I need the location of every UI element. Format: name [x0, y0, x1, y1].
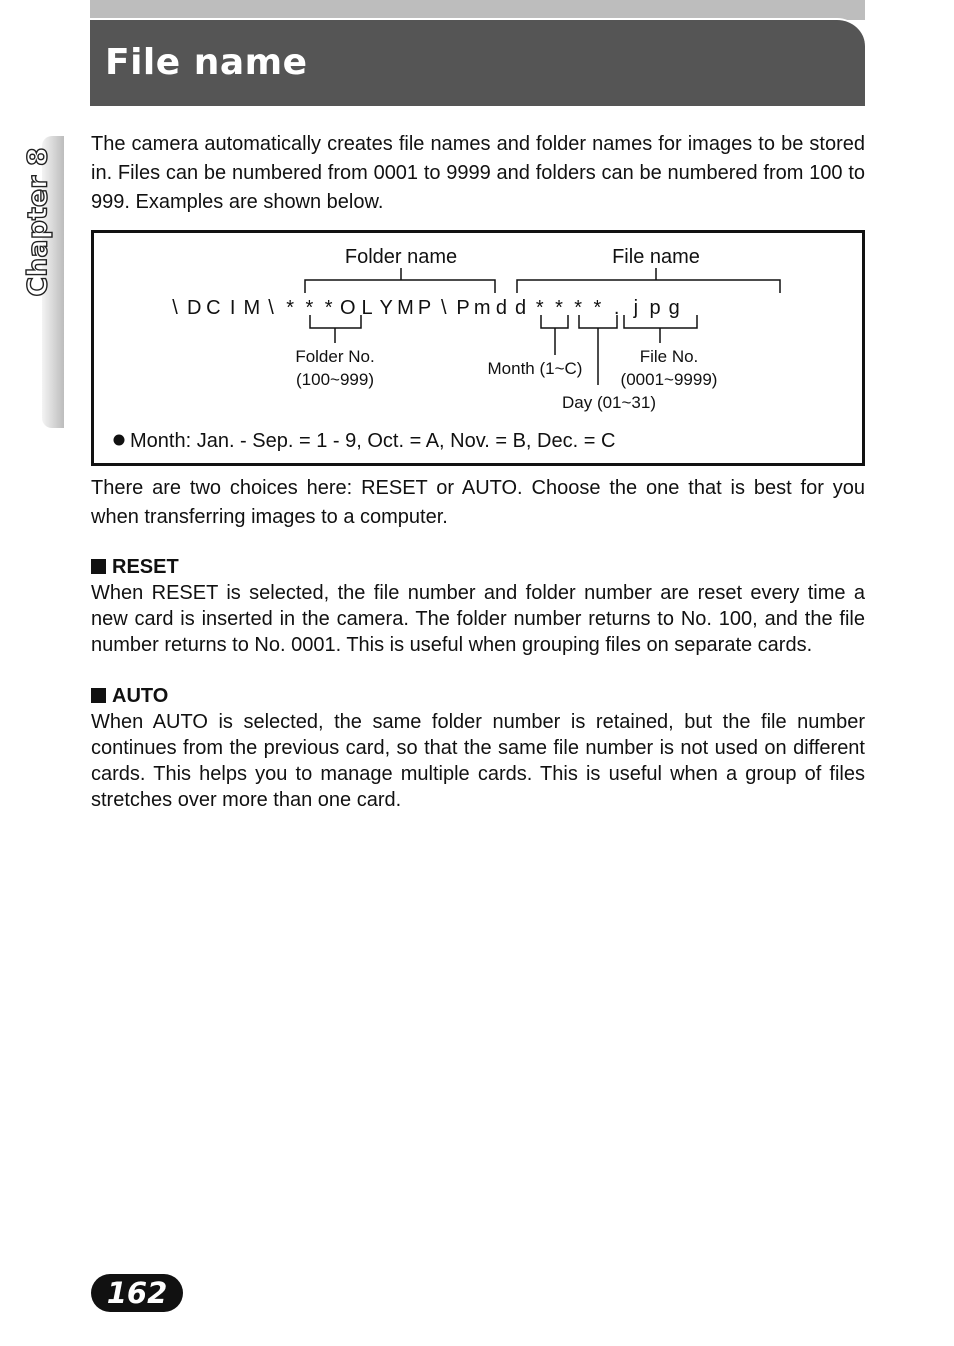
diagram-graphic [94, 233, 862, 463]
path-char: P [456, 297, 470, 319]
title-bar [90, 18, 865, 106]
folder-name-bracket [305, 280, 495, 293]
intro-paragraph: The camera automatically creates file names and folder names for images to be stored in. Files can be numbered from 0001 to 9999 and folders can be numbered from 100 to 999. Examples are shown below. [91, 133, 865, 213]
chapter-label: Chapter 8 [22, 147, 54, 297]
path-char: d [515, 297, 527, 319]
file-name-bracket [517, 280, 780, 293]
folder-no-label: Folder No. [295, 347, 375, 366]
path-char: . [613, 297, 620, 319]
reset-heading [91, 554, 179, 580]
path-char: O [340, 297, 356, 319]
path-char: L [361, 297, 373, 319]
path-char: \ [268, 297, 274, 319]
path-char: * [593, 297, 602, 319]
path-char: D [186, 297, 202, 319]
file-no-label: File No. [639, 347, 699, 366]
path-char: * [286, 297, 295, 319]
folder-name-label: Folder name [344, 246, 458, 268]
bullet-icon [114, 435, 125, 446]
day-label: Day (01~31) [561, 393, 657, 412]
path-row [172, 297, 680, 319]
path-char: m [473, 297, 491, 319]
header-band [90, 0, 865, 20]
choices-paragraph: There are two choices here: RESET or AUTO. Choose the one that is best for you when transferring images to a computer. [91, 477, 865, 528]
path-char: Y [379, 297, 393, 319]
path-char: * [555, 297, 563, 319]
auto-heading [91, 683, 168, 709]
square-bullet-icon [91, 559, 106, 574]
auto-heading-text: AUTO [112, 685, 169, 707]
path-char: p [649, 297, 661, 319]
reset-body: When RESET is selected, the file number and folder number are reset every time a new card is inserted in the camera. The folder number returns to No. 100, and the file number returns to No. 0001. This is useful when grouping files on separate cards. [91, 582, 865, 656]
path-char: j [633, 297, 639, 319]
page-title: File name [105, 42, 308, 83]
path-char: I [229, 297, 236, 319]
path-char: d [495, 297, 507, 319]
month-label: Month (1~C) [487, 359, 583, 378]
month-note: Month: Jan. - Sep. = 1 - 9, Oct. = A, Nov. = B, Dec. = C [130, 430, 616, 452]
path-char: * [324, 297, 333, 319]
path-char: g [668, 297, 680, 319]
chapter-label-box [14, 147, 64, 300]
square-bullet-icon [91, 688, 106, 703]
auto-body: When AUTO is selected, the same folder number is retained, but the file number continues from the previous card, so that the same file number is not used on different cards. This helps you to manage multiple cards. This is useful when a group of files stretches over more than one card. [91, 711, 865, 811]
path-char: M [397, 297, 414, 319]
page-number: 162 [91, 1274, 183, 1312]
file-name-diagram [91, 230, 865, 466]
path-char: * [574, 297, 583, 319]
file-name-label: File name [612, 246, 700, 268]
reset-heading-text: RESET [112, 556, 179, 578]
path-char: P [417, 297, 432, 319]
path-char: * [535, 297, 544, 319]
path-char: \ [441, 297, 447, 319]
file-no-range: (0001~9999) [620, 370, 718, 389]
path-char: C [206, 297, 221, 319]
folder-no-range: (100~999) [296, 370, 374, 389]
path-char: M [243, 297, 261, 319]
path-char: \ [172, 297, 178, 319]
path-char: * [305, 297, 314, 319]
